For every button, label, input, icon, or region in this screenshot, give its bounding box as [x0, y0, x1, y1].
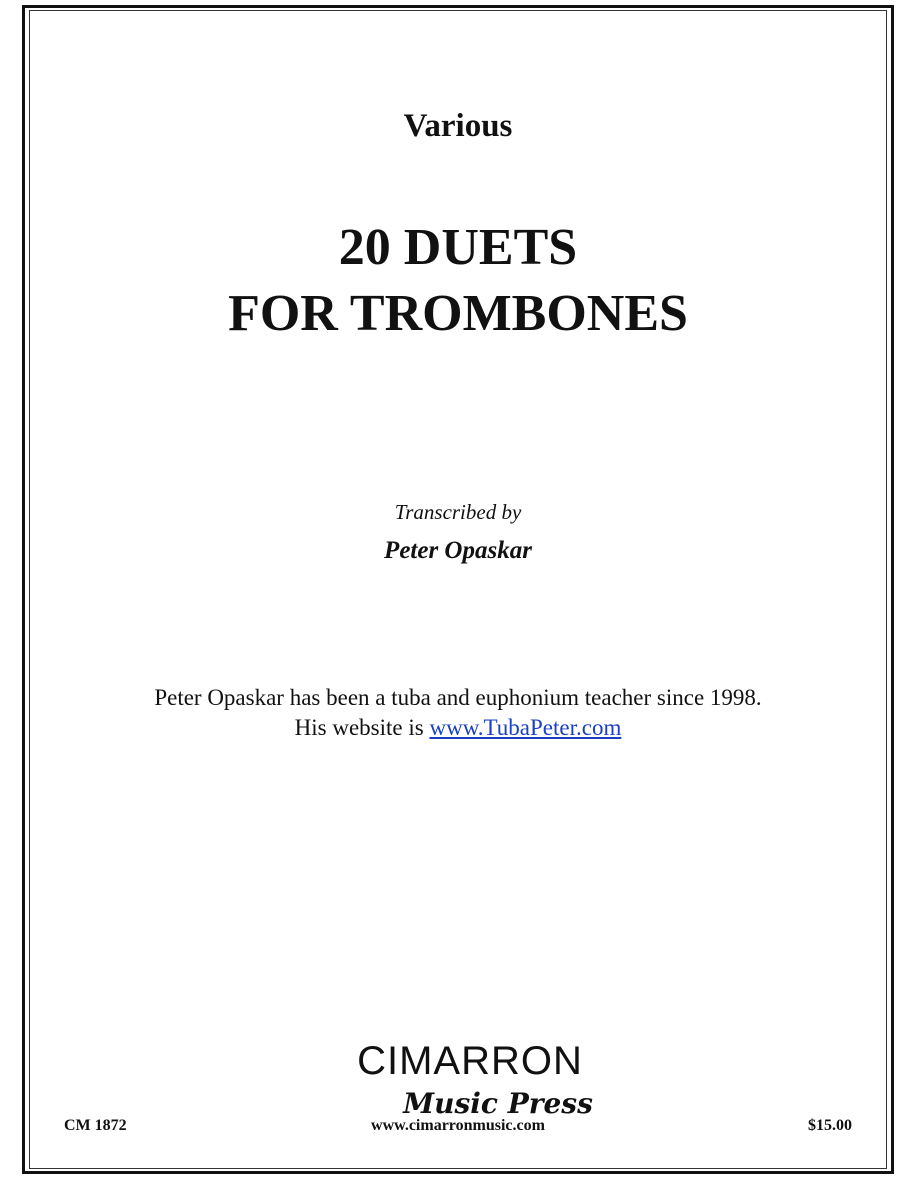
- transcriber-bio: [22, 683, 894, 743]
- catalog-number: CM 1872: [64, 1117, 127, 1134]
- title-line-2: FOR TROMBONES: [228, 285, 688, 342]
- cimarron-logo-graphic: [340, 1032, 600, 1122]
- composer-name: Various: [403, 108, 513, 144]
- bio-line-1: Peter Opaskar has been a tuba and euphonium teacher since 1998.: [154, 685, 762, 710]
- title-line-1: 20 DUETS: [338, 219, 578, 276]
- bio-line-2: [22, 713, 894, 743]
- transcriber-name: Peter Opaskar: [384, 537, 532, 564]
- bio-line-2-prefix: His website is: [294, 715, 430, 740]
- price: $15.00: [808, 1117, 852, 1134]
- logo-sub-text: Music Press: [403, 1087, 593, 1120]
- logo-main-text: CIMARRON: [357, 1039, 583, 1083]
- score-title: [22, 215, 894, 347]
- page-border-inner: [29, 10, 887, 1169]
- publisher-website: www.cimarronmusic.com: [371, 1117, 545, 1134]
- transcribed-by-label: Transcribed by: [394, 500, 522, 524]
- publisher-logo: [340, 1032, 600, 1122]
- website-link[interactable]: www.TubaPeter.com: [429, 715, 622, 740]
